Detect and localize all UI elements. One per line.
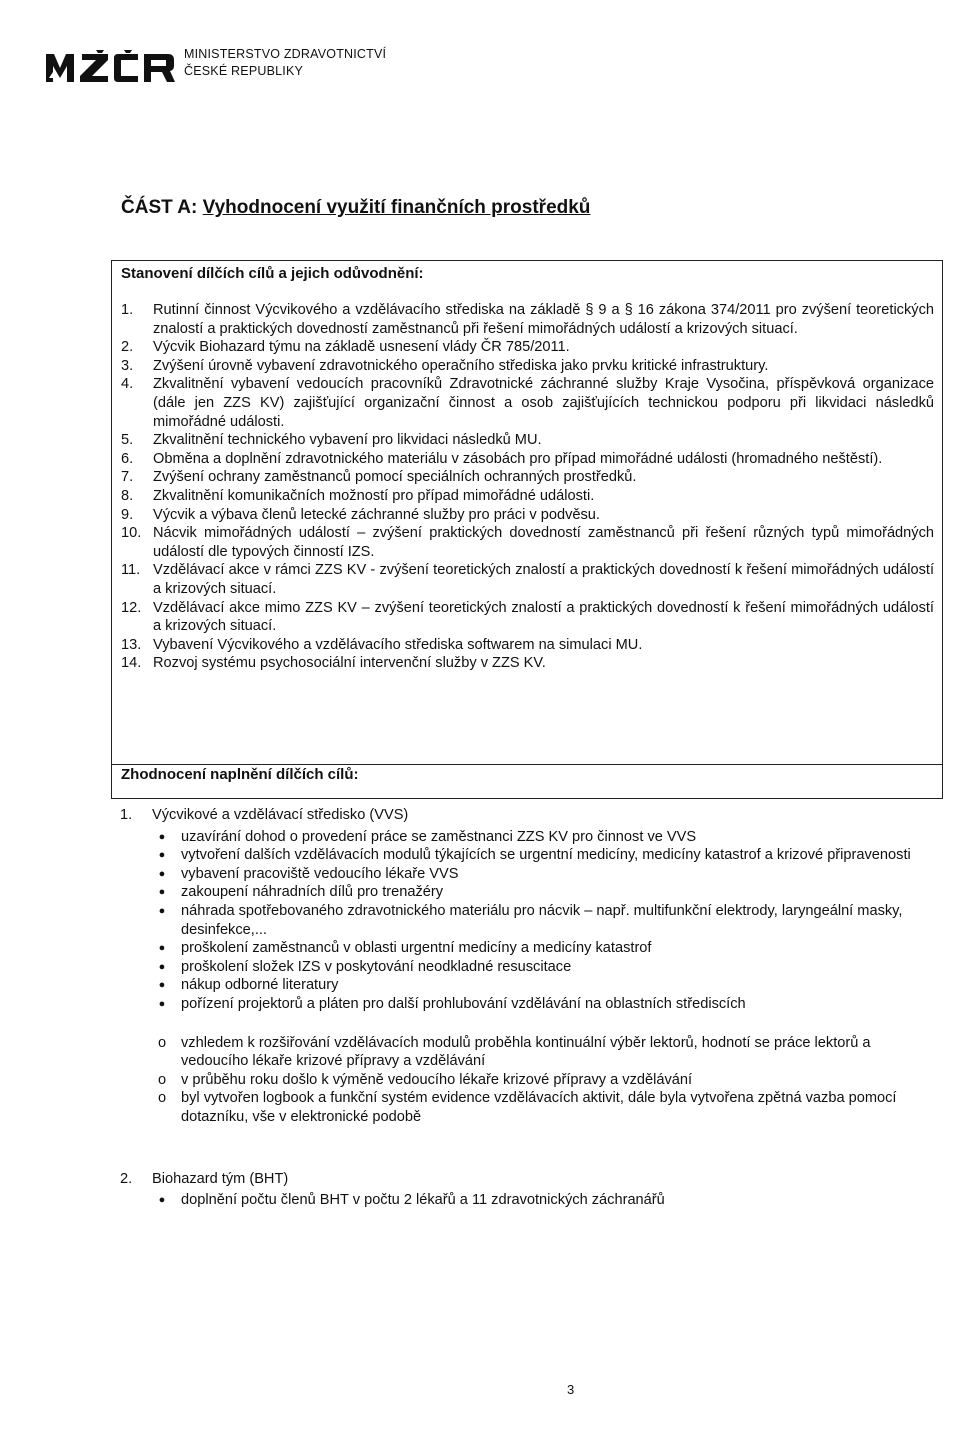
bullet-item: [152, 995, 941, 1014]
bullet-item: [152, 865, 941, 884]
goal-item: [112, 636, 934, 655]
bullet-item: [152, 958, 941, 977]
bullet-icon: ●: [158, 942, 166, 955]
bullet-item: [152, 902, 941, 939]
circle-bullet-icon: o: [157, 1071, 167, 1088]
bullet-item-text: náhrada spotřebovaného zdravotnického materiálu pro nácvik – např. multifunkční elektrody, laryngeální masky, desinfekce,...: [181, 902, 903, 938]
evaluation-item: [111, 1170, 941, 1210]
goal-text: Zvýšení ochrany zaměstnanců pomocí speciálních ochranných prostředků.: [153, 469, 637, 486]
goal-text: Rozvoj systému psychosociální intervenční služby v ZZS KV.: [153, 655, 546, 672]
goal-number: 1.: [121, 302, 134, 318]
bullet-item-text: pořízení projektorů a pláten pro další prohlubování vzdělávání na oblastních střediscích: [181, 995, 746, 1012]
goal-item: [112, 301, 934, 338]
section-heading: Vyhodnocení využití finančních prostředků: [202, 197, 591, 218]
bullet-item: [152, 883, 941, 902]
goals-box: [111, 260, 943, 765]
goal-item: [112, 506, 934, 525]
goal-item: [112, 468, 934, 487]
circle-item: [152, 1034, 941, 1071]
bullet-list: [152, 1191, 941, 1210]
bullet-icon: ●: [158, 979, 166, 992]
evaluation-item-title: Výcvikové a vzdělávací středisko (VVS): [152, 807, 409, 823]
evaluation-item-title: Biohazard tým (BHT): [152, 1170, 289, 1187]
goal-text: Zkvalitnění vybavení vedoucích pracovníků Zdravotnické záchranné služby Kraje Vysočina, příspěvková organizace (dále jen ZZS KV) zajišťující organizační činnost a osob zajišťujících technickou podporu při likvidaci následků mimořádné události.: [153, 376, 934, 430]
goal-item: [112, 450, 934, 469]
goal-number: 13.: [121, 636, 142, 653]
bullet-item-text: proškolení zaměstnanců v oblasti urgentní medicíny a medicíny katastrof: [181, 940, 652, 957]
goal-item: [112, 487, 934, 506]
goal-text: Zkvalitnění komunikačních možností pro případ mimořádné události.: [153, 487, 595, 504]
page-number: 3: [567, 1382, 575, 1397]
evaluation-item-number: 1.: [120, 807, 133, 823]
circle-list: [152, 1034, 941, 1127]
bullet-list: [152, 828, 941, 1014]
circle-bullet-icon: o: [157, 1090, 167, 1107]
bullet-icon: ●: [158, 1194, 166, 1207]
goal-item: [112, 357, 934, 376]
circle-item: [152, 1089, 941, 1126]
goal-text: Vzdělávací akce mimo ZZS KV – zvýšení teoretických znalostí a praktických dovedností k řešení mimořádných událostí a krizových situací.: [153, 599, 934, 635]
evaluation-heading: Zhodnocení naplnění dílčích cílů:: [121, 766, 359, 783]
goal-number: 3.: [121, 357, 134, 374]
bullet-icon: ●: [158, 960, 166, 973]
goal-item: [112, 654, 934, 673]
ministry-name-line1: MINISTERSTVO ZDRAVOTNICTVÍ: [184, 47, 387, 61]
goal-text: Rutinní činnost Výcvikového a vzdělávacího střediska na základě § 9 a § 16 zákona 374/2011 pro zvýšení teoretických znalostí a praktických dovedností zaměstnanců při řešení mimořádných událostí a krizových situací.: [153, 302, 934, 337]
evaluation-box: [111, 764, 943, 799]
bullet-item-text: zakoupení náhradních dílů pro trenažéry: [181, 884, 444, 901]
goals-list: [112, 301, 934, 673]
goal-text: Obměna a doplnění zdravotnického materiálu v zásobách pro případ mimořádné události (hromadného neštěstí).: [153, 450, 883, 467]
goal-number: 4.: [121, 376, 134, 393]
bullet-item: [152, 828, 941, 847]
bullet-icon: ●: [158, 830, 166, 843]
goal-text: Výcvik a výbava členů letecké záchranné služby pro práci v podvěsu.: [153, 506, 600, 523]
goal-number: 8.: [121, 487, 134, 504]
goals-heading: Stanovení dílčích cílů a jejich odůvodnění:: [121, 265, 424, 282]
evaluation-item-number: 2.: [120, 1170, 133, 1187]
goal-text: Výcvik Biohazard týmu na základě usnesení vlády ČR 785/2011.: [153, 339, 570, 356]
goal-text: Vybavení Výcvikového a vzdělávacího střediska softwarem na simulaci MU.: [153, 636, 643, 653]
bullet-item: [152, 976, 941, 995]
goal-item: [112, 599, 934, 636]
section-prefix: ČÁST A:: [121, 197, 203, 218]
goal-number: 5.: [121, 432, 134, 449]
bullet-icon: ●: [158, 997, 166, 1010]
bullet-item: [152, 939, 941, 958]
goal-text: Zvýšení úrovně vybavení zdravotnického operačního střediska jako prvku kritické infrastruktury.: [153, 357, 769, 374]
ministry-logo: [46, 48, 176, 82]
bullet-item-text: uzavírání dohod o provedení práce se zaměstnanci ZZS KV pro činnost ve VVS: [181, 828, 697, 845]
goal-number: 2.: [121, 339, 134, 356]
circle-item-text: byl vytvořen logbook a funkční systém evidence vzdělávacích aktivit, dále byla vytvořena zpětná vazba pomocí dotazníku, vše v elektronické podobě: [181, 1090, 897, 1125]
goal-item: [112, 338, 934, 357]
evaluation-content: [111, 806, 941, 1210]
bullet-icon: ●: [158, 886, 166, 899]
goal-number: 14.: [121, 655, 142, 672]
bullet-icon: ●: [158, 849, 166, 862]
circle-item: [152, 1071, 941, 1090]
goal-text: Zkvalitnění technického vybavení pro likvidaci následků MU.: [153, 432, 542, 449]
goal-item: [112, 561, 934, 598]
circle-item-text: v průběhu roku došlo k výměně vedoucího lékaře krizové přípravy a vzdělávání: [181, 1071, 693, 1088]
circle-bullet-icon: o: [157, 1034, 167, 1051]
goal-item: [112, 375, 934, 431]
bullet-item: [152, 846, 941, 865]
goal-text: Vzdělávací akce v rámci ZZS KV - zvýšení teoretických znalostí a praktických dovedností k řešení mimořádných událostí a krizových situací.: [153, 562, 934, 597]
goal-number: 9.: [121, 506, 134, 523]
bullet-item-text: proškolení složek IZS v poskytování neodkladné resuscitace: [181, 958, 572, 975]
goal-item: [112, 431, 934, 450]
goal-item: [112, 524, 934, 561]
bullet-item-text: vytvoření dalších vzdělávacích modulů týkajících se urgentní medicíny, medicíny katastrof a krizové připravenosti: [181, 847, 911, 864]
bullet-icon: ●: [158, 904, 166, 917]
ministry-name: [184, 46, 386, 80]
goal-number: 7.: [121, 469, 134, 486]
goal-number: 6.: [121, 450, 134, 467]
goal-number: 10.: [121, 525, 142, 542]
goal-text: Nácvik mimořádných událostí – zvýšení praktických dovedností zaměstnanců při řešení různých typů mimořádných událostí dle typových činností IZS.: [153, 525, 934, 560]
circle-item-text: vzhledem k rozšiřování vzdělávacích modulů proběhla kontinuální výběr lektorů, hodnotí se práce lektorů a vedoucího lékaře krizové přípravy a vzdělávání: [181, 1034, 871, 1070]
ministry-name-line2: ČESKÉ REPUBLIKY: [184, 64, 304, 78]
document-header: [46, 44, 446, 84]
bullet-icon: ●: [158, 867, 166, 880]
bullet-item: [152, 1191, 941, 1210]
section-title: [121, 197, 590, 219]
goal-number: 12.: [121, 599, 142, 616]
goal-number: 11.: [121, 562, 141, 579]
bullet-item-text: nákup odborné literatury: [181, 977, 339, 994]
bullet-item-text: vybavení pracoviště vedoucího lékaře VVS: [181, 865, 459, 882]
evaluation-item: [111, 806, 941, 1127]
bullet-item-text: doplnění počtu členů BHT v počtu 2 lékařů a 11 zdravotnických záchranářů: [181, 1192, 665, 1209]
